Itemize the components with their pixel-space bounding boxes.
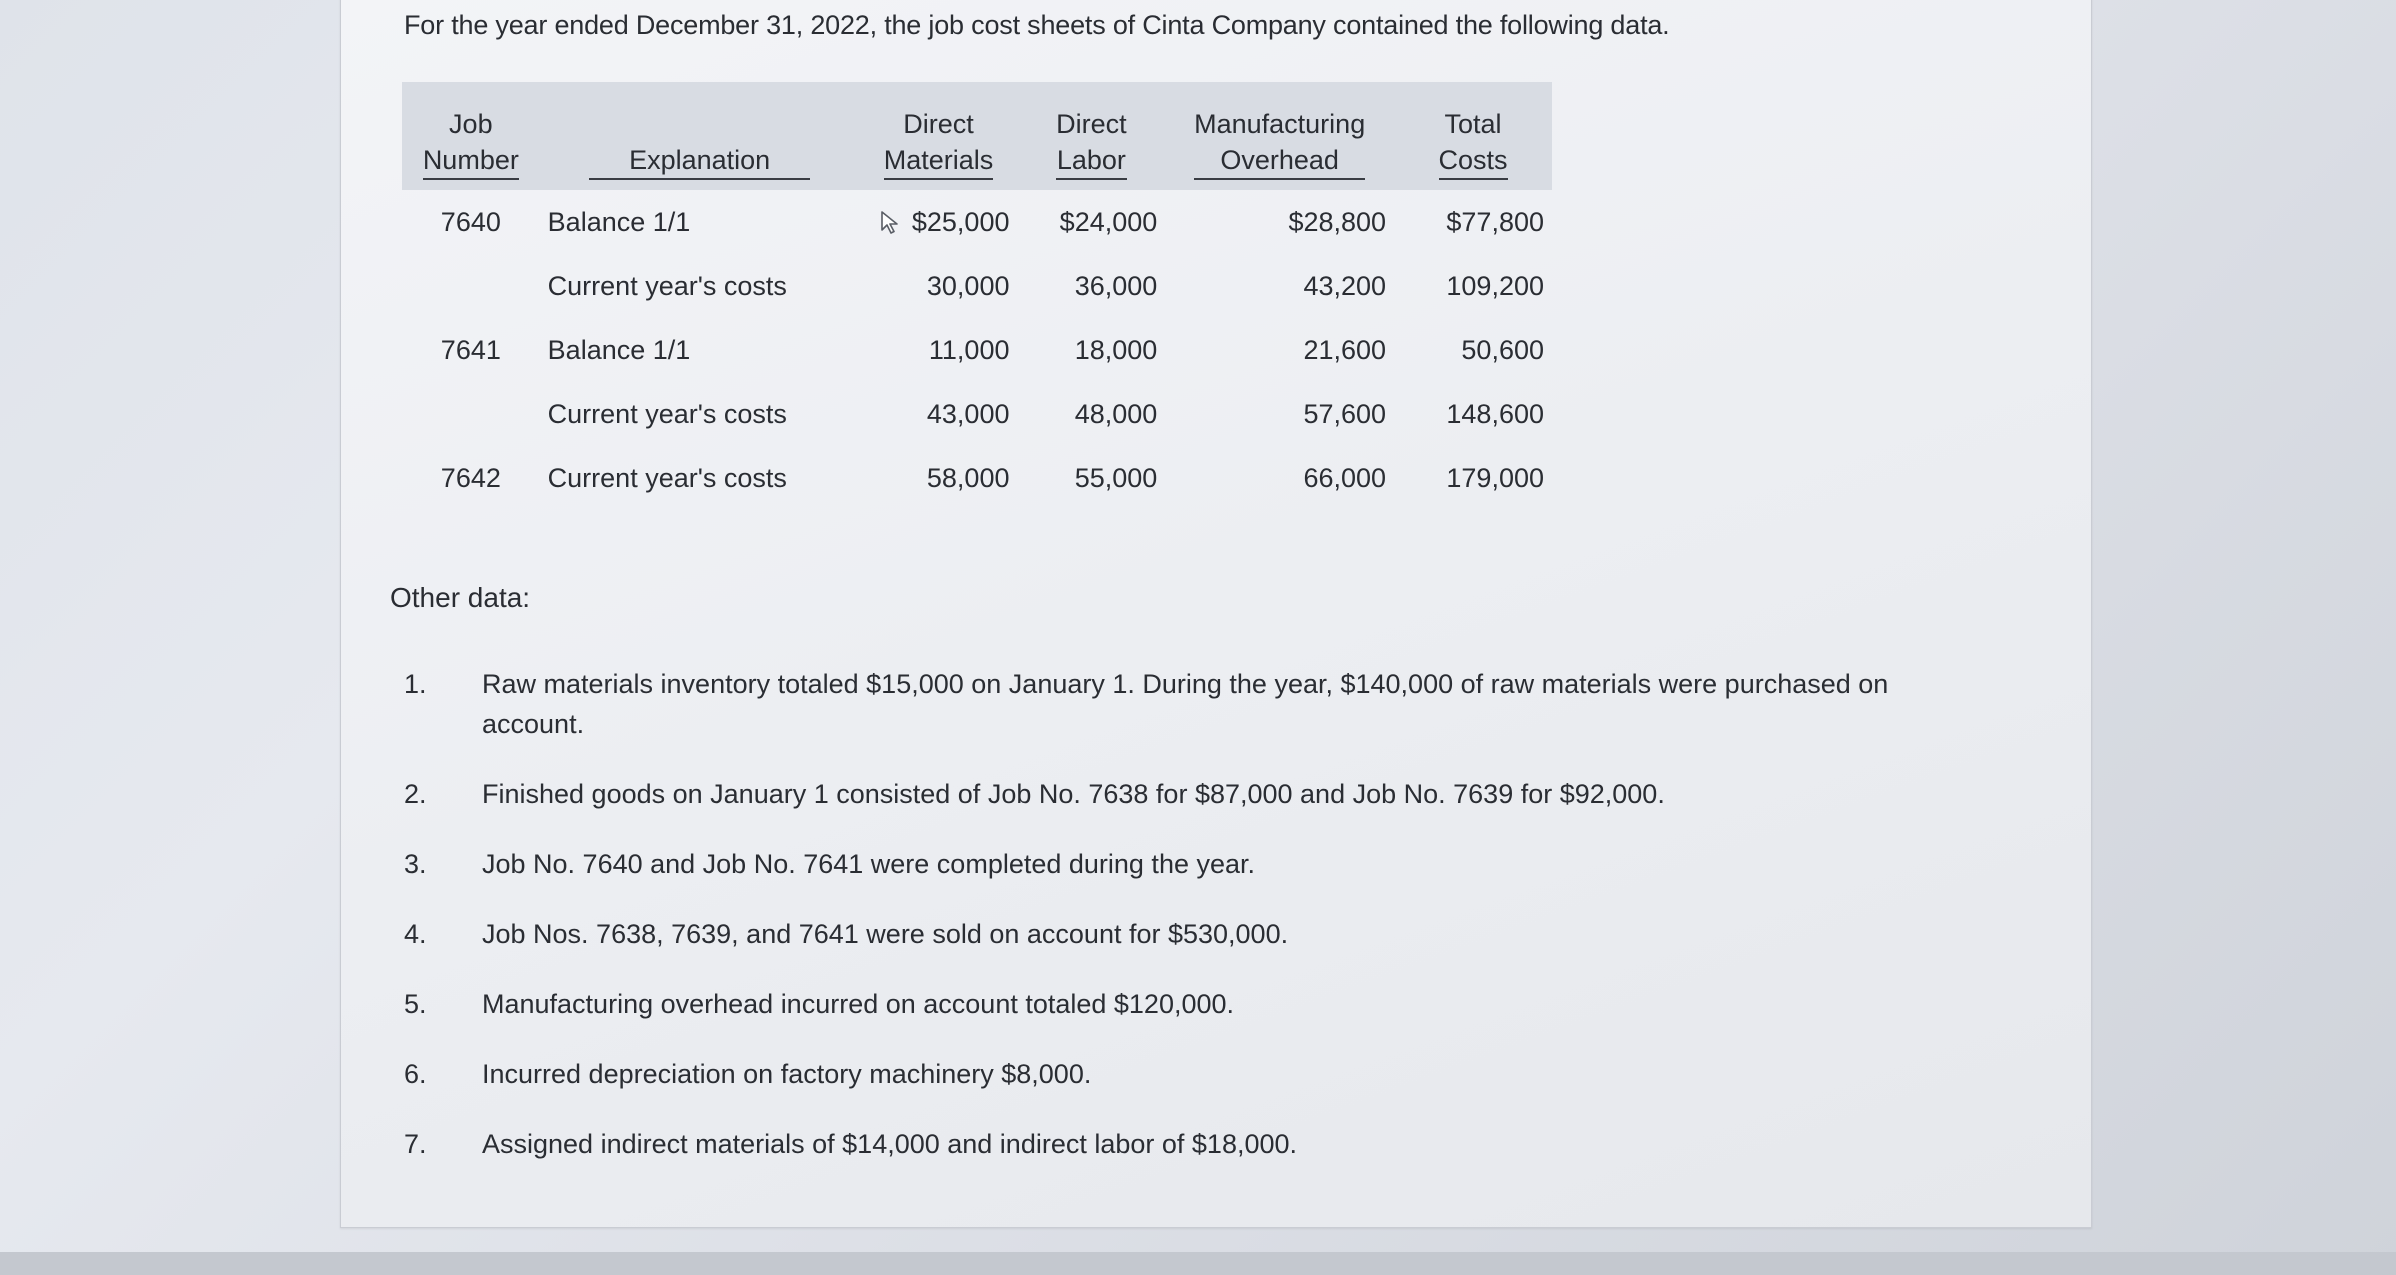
cell-total-costs: 148,600 [1446, 398, 1544, 429]
header-manufacturing-overhead: Manufacturing Overhead [1165, 82, 1394, 190]
cell-manufacturing-overhead: 66,000 [1303, 462, 1387, 493]
cell-direct-materials: 11,000 [928, 334, 1010, 365]
cell-job: 7641 [440, 334, 501, 365]
header-direct-materials: Direct Materials [860, 82, 1018, 190]
header-explanation: Explanation [540, 82, 860, 190]
table-header-row [402, 82, 1552, 190]
cell-direct-labor: 55,000 [1074, 462, 1158, 493]
cell-manufacturing-overhead: 57,600 [1303, 398, 1387, 429]
list-item-text: Job No. 7640 and Job No. 7641 were completed during the year. [482, 849, 1256, 879]
cell-direct-materials: 58,000 [926, 462, 1010, 493]
other-data-list [380, 664, 1940, 1194]
list-item-text: Job Nos. 7638, 7639, and 7641 were sold on account for $530,000. [482, 919, 1289, 949]
list-item [380, 1124, 1940, 1164]
cell-total-costs: 179,000 [1446, 462, 1544, 493]
cell-manufacturing-overhead: 43,200 [1303, 270, 1387, 301]
list-item-text: Assigned indirect materials of $14,000 and indirect labor of $18,000. [482, 1129, 1298, 1159]
table-row [402, 446, 1552, 510]
cell-direct-labor: 36,000 [1074, 270, 1158, 301]
list-item [380, 984, 1940, 1024]
list-item [380, 774, 1940, 814]
list-item [380, 914, 1940, 954]
cell-direct-labor: 18,000 [1074, 334, 1158, 365]
cell-total-costs: 109,200 [1446, 270, 1544, 301]
cell-manufacturing-overhead: 21,600 [1303, 334, 1387, 365]
cell-explanation: Current year's costs [547, 398, 787, 429]
cell-job: 7642 [440, 462, 501, 493]
list-item [380, 664, 1940, 744]
other-data-label: Other data: [390, 582, 531, 613]
cell-explanation: Current year's costs [547, 462, 787, 493]
list-item-number: 6. [404, 1059, 427, 1089]
list-item-text: Manufacturing overhead incurred on account totaled $120,000. [482, 989, 1235, 1019]
header-job-number: Job Number [402, 82, 540, 190]
list-item [380, 1054, 1940, 1094]
cell-direct-materials: $25,000 [860, 190, 1018, 254]
header-direct-labor: Direct Labor [1017, 82, 1165, 190]
list-item-number: 5. [404, 989, 427, 1019]
list-item-number: 2. [404, 779, 427, 809]
table-row [402, 254, 1552, 318]
cell-direct-labor: $24,000 [1059, 206, 1158, 237]
cell-total-costs: $77,800 [1446, 206, 1544, 237]
list-item-text: Incurred depreciation on factory machinery $8,000. [482, 1059, 1092, 1089]
cell-total-costs: 50,600 [1461, 334, 1544, 365]
cell-job [402, 254, 540, 318]
table-row [402, 382, 1552, 446]
cell-job [402, 382, 540, 446]
list-item-number: 7. [404, 1129, 427, 1159]
list-item-number: 1. [404, 669, 427, 699]
list-item [380, 844, 1940, 884]
cell-direct-labor: 48,000 [1074, 398, 1158, 429]
cell-explanation: Current year's costs [547, 270, 787, 301]
list-item-text: Raw materials inventory totaled $15,000 on January 1. During the year, $140,000 of raw materials were purchased on account. [482, 669, 1889, 739]
list-item-number: 3. [404, 849, 427, 879]
job-cost-table [402, 82, 1552, 510]
mouse-pointer-icon [880, 210, 902, 234]
cell-direct-materials: 30,000 [926, 270, 1010, 301]
table-row [402, 318, 1552, 382]
list-item-text: Finished goods on January 1 consisted of Job No. 7638 for $87,000 and Job No. 7639 for $92,000. [482, 779, 1665, 809]
cell-job: 7640 [440, 206, 501, 237]
intro-text: For the year ended December 31, 2022, the job cost sheets of Cinta Company contained the following data. [404, 10, 1670, 40]
cell-manufacturing-overhead: $28,800 [1288, 206, 1387, 237]
cell-explanation: Balance 1/1 [547, 334, 691, 365]
list-item-number: 4. [404, 919, 427, 949]
bottom-edge [0, 1252, 2396, 1275]
cell-direct-materials: 43,000 [926, 398, 1010, 429]
header-total-costs: Total Costs [1394, 82, 1552, 190]
table-row [402, 190, 1552, 254]
cell-explanation: Balance 1/1 [547, 206, 691, 237]
